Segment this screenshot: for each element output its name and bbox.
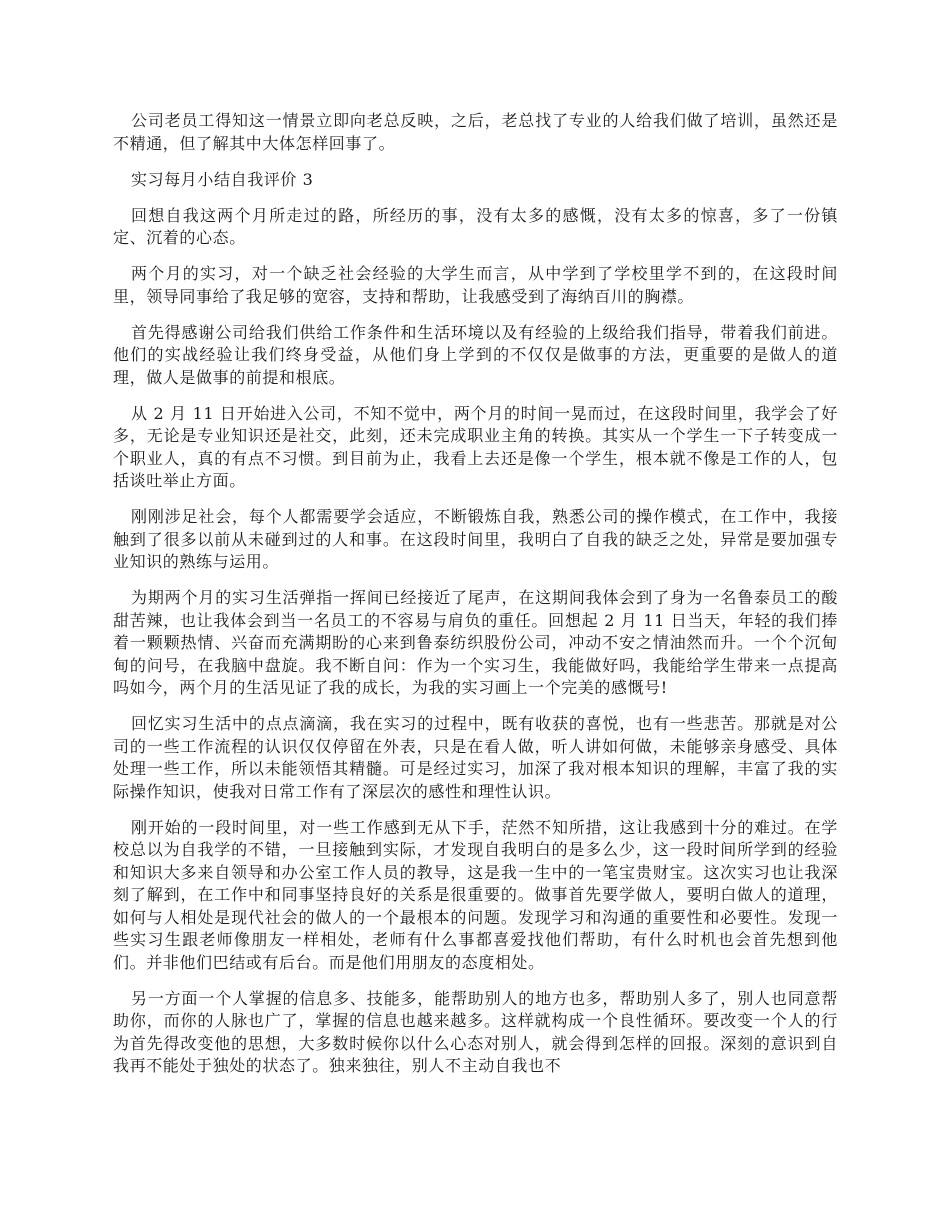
paragraph: 公司老员工得知这一情景立即向老总反映，之后，老总找了专业的人给我们做了培训，虽然还是不精通，但了解其中大体怎样回事了。 [113,111,838,153]
paragraph: 回忆实习生活中的点点滴滴，我在实习的过程中，既有收获的喜悦，也有一些悲苦。那就是对公司的一些工作流程的认识仅仅停留在外表，只是在看人做，听人讲如何做，未能够亲身感受、具体处理一些工作，所以未能领悟其精髓。可是经过实习，加深了我对根本知识的理解，丰富了我的实际操作知识，使我对日常工作有了深层次的感性和理性认识。 [113,714,838,801]
paragraph: 两个月的实习，对一个缺乏社会经验的大学生而言，从中学到了学校里学不到的，在这段时间里，领导同事给了我足够的宽容，支持和帮助，让我感受到了海纳百川的胸襟。 [113,264,838,306]
paragraph: 从 2 月 11 日开始进入公司，不知不觉中，两个月的时间一晃而过，在这段时间里，我学会了好多，无论是专业知识还是社交，此刻，还未完成职业主角的转换。其实从一个学生一下子转变成一个职业人，真的有点不习惯。到目前为止，我看上去还是像一个学生，根本就不像是工作的人，包括谈吐举止方面。 [113,403,838,490]
paragraph: 为期两个月的实习生活弹指一挥间已经接近了尾声，在这期间我体会到了身为一名鲁泰员工的酸甜苦辣，也让我体会到当一名员工的不容易与肩负的重任。回想起 2 月 11 日当天，年轻的我们捧着一颗颗热情、兴奋而充满期盼的心来到鲁泰纺织股份公司，冲动不安之情油然而升。一个个沉甸甸的问号，在我脑中盘旋。我不断自问：作为一个实习生，我能做好吗，我能给学生带来一点提高吗如今，两个月的生活见证了我的成长，为我的实习画上一个完美的感慨号! [113,588,838,697]
paragraph: 回想自我这两个月所走过的路，所经历的事，没有太多的感慨，没有太多的惊喜，多了一份镇定、沉着的心态。 [113,205,838,247]
section-heading: 实习每月小结自我评价 3 [131,169,314,189]
paragraph: 另一方面一个人掌握的信息多、技能多，能帮助别人的地方也多，帮助别人多了，别人也同意帮助你，而你的人脉也广了，掌握的信息也越来越多。这样就构成一个良性循环。要改变一个人的行为首先得改变他的思想，大多数时候你以什么心态对别人，就会得到怎样的回报。深刻的意识到自我再不能处于独处的状态了。独来独往，别人不主动自我也不 [113,988,838,1075]
paragraph: 刚刚涉足社会，每个人都需要学会适应，不断锻炼自我，熟悉公司的操作模式，在工作中，我接触到了很多以前从未碰到过的人和事。在这段时间里，我明白了自我的缺乏之处，异常是要加强专业知识的熟练与运用。 [113,507,838,571]
paragraph: 刚开始的一段时间里，对一些工作感到无从下手，茫然不知所措，这让我感到十分的难过。在学校总以为自我学的不错，一旦接触到实际，才发现自我明白的是多么少，这一段时间所学到的经验和知识大多来自领导和办公室工作人员的教导，这是我一生中的一笔宝贵财宝。这次实习也让我深刻了解到，在工作中和同事坚持良好的关系是很重要的。做事首先要学做人，要明白做人的道理，如何与人相处是现代社会的做人的一个最根本的问题。发现学习和沟通的重要性和必要性。发现一些实习生跟老师像朋友一样相处，老师有什么事都喜爱找他们帮助，有什么时机也会首先想到他们。并非他们巴结或有后台。而是他们用朋友的态度相处。 [113,817,838,972]
paragraph: 首先得感谢公司给我们供给工作条件和生活环境以及有经验的上级给我们指导，带着我们前进。他们的实战经验让我们终身受益，从他们身上学到的不仅仅是做事的方法，更重要的是做人的道理，做人是做事的前提和根底。 [113,322,838,387]
document-page [113,110,838,1091]
